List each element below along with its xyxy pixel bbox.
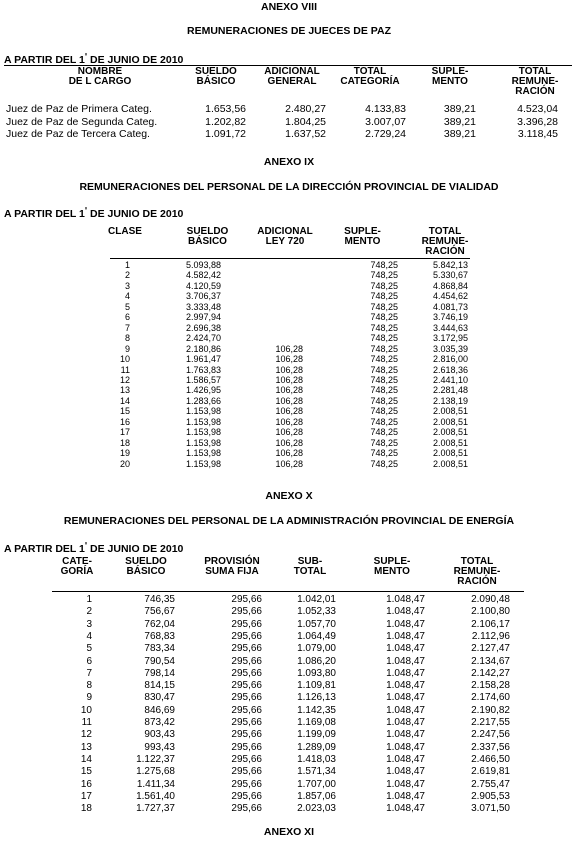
table-cell: 3.035,39 — [432, 343, 468, 354]
anexo-10-header-0: CATE- GORÍA — [60, 556, 94, 577]
table-cell: Juez de Paz de Segunda Categ. — [6, 115, 158, 128]
table-cell: 295,66 — [231, 655, 262, 667]
anexo-ix-title: REMUNERACIONES DEL PERSONAL DE LA DIRECCIÓN PROVINCIAL DE VIALIDAD — [79, 181, 499, 193]
table-cell: 16 — [80, 778, 92, 790]
table-cell: 2.190,82 — [471, 704, 510, 716]
table-cell: 1.048,47 — [386, 704, 425, 716]
table-cell: 20 — [119, 458, 130, 469]
table-cell: 2.142,27 — [471, 667, 510, 679]
table-cell: 6 — [86, 655, 92, 667]
table-cell: 2.816,00 — [432, 354, 468, 365]
table-cell: 5.093,88 — [186, 260, 222, 270]
table-cell: 768,83 — [144, 630, 175, 642]
anexo-9-header-4: TOTAL REMUNE- RACIÓN — [421, 226, 469, 257]
anexo-ix-heading: ANEXO IX — [263, 156, 315, 168]
table-cell: 18 — [119, 437, 130, 448]
anexo-8-header-3: TOTAL CATEGORÍA — [340, 66, 400, 87]
table-cell: 7 — [86, 667, 92, 679]
table-cell: 1.202,82 — [205, 115, 246, 128]
table-cell: 2.729,24 — [365, 128, 406, 140]
table-cell: 5.842,13 — [432, 260, 468, 270]
table-cell: 1.048,47 — [386, 790, 425, 802]
anexo-x-header-rule — [52, 591, 524, 592]
table-cell: 106,28 — [275, 343, 303, 354]
table-cell: 3 — [86, 618, 92, 630]
table-cell: 295,66 — [231, 594, 262, 605]
table-cell: 1.042,01 — [297, 594, 336, 605]
table-cell: 2.100,80 — [471, 606, 510, 618]
table-cell: 1.411,34 — [136, 778, 175, 790]
table-cell: 2.138,19 — [432, 395, 468, 406]
table-cell: 2.008,51 — [432, 416, 468, 427]
table-cell: 1.426,95 — [186, 385, 222, 396]
table-cell: 748,25 — [370, 343, 398, 354]
table-cell: 1.289,09 — [297, 741, 336, 753]
table-cell: 9 — [86, 692, 92, 704]
table-cell: 2.337,56 — [471, 741, 510, 753]
anexo-viii-title: REMUNERACIONES DE JUECES DE PAZ — [186, 25, 391, 37]
table-cell: 16 — [119, 416, 130, 427]
table-cell: 4.120,59 — [186, 280, 222, 291]
table-cell: 15 — [119, 406, 130, 417]
table-cell: 2.008,51 — [432, 458, 468, 469]
anexo-ix-date: A PARTIR DEL $1^º$ DE JUNIO DE 2010 — [4, 208, 184, 220]
table-cell: 106,28 — [275, 364, 303, 375]
table-cell: 12 — [119, 374, 130, 385]
table-cell: Juez de Paz de Tercera Categ. — [6, 128, 150, 140]
table-cell: 1.727,37 — [136, 803, 175, 815]
table-cell: 1.199,09 — [297, 729, 336, 741]
table-cell: 389,21 — [443, 115, 476, 128]
table-cell: 1 — [86, 594, 92, 605]
table-cell: 2.217,55 — [471, 717, 510, 728]
table-cell: 1 — [124, 260, 130, 270]
table-cell: 1.048,47 — [386, 680, 425, 692]
table-cell: 1.048,47 — [386, 717, 425, 728]
table-cell: 1.153,98 — [186, 437, 222, 448]
table-cell: 106,28 — [275, 416, 303, 427]
table-cell: 295,66 — [231, 766, 262, 778]
table-cell: 10 — [119, 354, 130, 365]
table-cell: 15 — [80, 766, 92, 778]
anexo-10-header-2: PROVISIÓN SUMA FIJA — [204, 556, 260, 577]
table-cell: 9 — [124, 343, 130, 354]
table-cell: 295,66 — [231, 717, 262, 728]
anexo-10-header-5: TOTAL REMUNE- RACIÓN — [453, 556, 501, 587]
table-cell: 8 — [124, 333, 130, 344]
table-cell: 3.007,07 — [365, 115, 406, 128]
table-cell: 106,28 — [275, 437, 303, 448]
table-cell: 106,28 — [275, 458, 303, 469]
table-cell: 295,66 — [231, 680, 262, 692]
table-cell: 4.582,42 — [186, 270, 222, 281]
table-cell: 8 — [86, 680, 92, 692]
table-cell: 1.283,66 — [186, 395, 222, 406]
table-cell: 2 — [124, 270, 130, 281]
table-cell: 1.653,56 — [205, 103, 246, 115]
table-cell: 3.444,63 — [432, 322, 468, 333]
anexo-9-header-2: ADICIONAL LEY 720 — [257, 226, 313, 247]
table-cell: 295,66 — [231, 692, 262, 704]
table-cell: 2.619,81 — [471, 766, 510, 778]
anexo-10-header-3: SUB- TOTAL — [293, 556, 327, 577]
table-cell: 790,54 — [144, 655, 175, 667]
table-cell: 748,25 — [370, 427, 398, 438]
table-cell: 295,66 — [231, 790, 262, 802]
anexo-ix-header-rule — [110, 258, 470, 259]
table-cell: 1.153,98 — [186, 406, 222, 417]
table-cell: 1.142,35 — [297, 704, 336, 716]
table-cell: 389,21 — [443, 103, 476, 115]
anexo-10-header-4: SUPLE- MENTO — [373, 556, 411, 577]
table-cell: 1.048,47 — [386, 618, 425, 630]
table-cell: 993,43 — [144, 741, 175, 753]
table-cell: 1.571,34 — [297, 766, 336, 778]
table-cell: 106,28 — [275, 427, 303, 438]
table-cell: 1.057,70 — [297, 618, 336, 630]
table-cell: 11 — [81, 717, 92, 728]
table-cell: 2.008,51 — [432, 427, 468, 438]
table-cell: 7 — [124, 322, 130, 333]
table-cell: 295,66 — [231, 729, 262, 741]
table-cell: 903,43 — [144, 729, 175, 741]
table-cell: 1.048,47 — [386, 766, 425, 778]
table-cell: 13 — [80, 741, 92, 753]
table-cell: 1.109,81 — [297, 680, 336, 692]
table-cell: 748,25 — [370, 437, 398, 448]
table-cell: 2.008,51 — [432, 448, 468, 459]
table-cell: 1.169,08 — [297, 717, 336, 728]
table-cell: 2.090,48 — [471, 594, 510, 605]
table-cell: 3.396,28 — [517, 115, 558, 128]
table-cell: 2.008,51 — [432, 437, 468, 448]
table-cell: 6 — [124, 312, 130, 323]
anexo-9-header-0: CLASE — [108, 226, 142, 237]
table-cell: 1.804,25 — [285, 115, 326, 128]
table-cell: 2.127,47 — [471, 643, 510, 655]
table-cell: 1.048,47 — [386, 643, 425, 655]
table-cell: 1.048,47 — [386, 729, 425, 741]
table-cell: 1.086,20 — [297, 655, 336, 667]
table-cell: 5 — [86, 643, 92, 655]
table-cell: 2.755,47 — [471, 778, 510, 790]
table-cell: 748,25 — [370, 416, 398, 427]
table-cell: 2.174,60 — [471, 692, 510, 704]
table-cell: 3.071,50 — [471, 803, 510, 815]
table-cell: 2.281,48 — [432, 385, 468, 396]
table-cell: 2.112,96 — [471, 630, 510, 642]
table-cell: 1.048,47 — [386, 655, 425, 667]
anexo-viii-date: A PARTIR DEL $1^º$ DE JUNIO DE 2010 — [4, 54, 184, 66]
table-cell: 748,25 — [370, 395, 398, 406]
table-cell: 295,66 — [231, 630, 262, 642]
table-cell: 3.118,45 — [517, 128, 558, 140]
table-cell: 2.158,28 — [471, 680, 510, 692]
table-cell: 1.763,83 — [186, 364, 222, 375]
table-cell: 1.048,47 — [386, 803, 425, 815]
table-cell: 13 — [119, 385, 130, 396]
table-cell: 4.454,62 — [432, 291, 468, 302]
table-cell: 19 — [119, 448, 130, 459]
table-cell: 1.153,98 — [186, 427, 222, 438]
table-cell: 873,42 — [144, 717, 175, 728]
table-cell: 830,47 — [144, 692, 175, 704]
table-cell: 295,66 — [231, 606, 262, 618]
table-cell: 814,15 — [144, 680, 175, 692]
table-cell: 756,67 — [144, 606, 175, 618]
table-cell: 746,35 — [144, 594, 175, 605]
table-cell: 2.997,94 — [186, 312, 222, 323]
table-cell: 1.048,47 — [386, 753, 425, 765]
table-cell: 1.048,47 — [386, 667, 425, 679]
table-cell: 1.122,37 — [136, 753, 175, 765]
table-cell: 1.418,03 — [297, 753, 336, 765]
table-cell: 748,25 — [370, 448, 398, 459]
table-cell: 106,28 — [275, 406, 303, 417]
anexo-x-title: REMUNERACIONES DEL PERSONAL DE LA ADMINISTRACIÓN PROVINCIAL DE ENERGÍA — [63, 515, 515, 527]
table-cell: 748,25 — [370, 322, 398, 333]
anexo-8-header-1: SUELDO BÁSICO — [195, 66, 237, 87]
table-cell: 10 — [80, 704, 92, 716]
anexo-8-header-5: TOTAL REMUNE- RACIÓN — [511, 66, 559, 97]
table-cell: 389,21 — [443, 128, 476, 140]
table-cell: 2.106,17 — [471, 618, 510, 630]
table-cell: 2.023,03 — [297, 803, 336, 815]
table-cell: 1.079,00 — [297, 643, 336, 655]
table-cell: 295,66 — [231, 643, 262, 655]
table-cell: 2.466,50 — [471, 753, 510, 765]
table-cell: 783,34 — [144, 643, 175, 655]
table-cell: 4 — [124, 291, 130, 302]
table-cell: 14 — [80, 753, 92, 765]
table-cell: 2.696,38 — [186, 322, 222, 333]
table-cell: 1.048,47 — [386, 741, 425, 753]
table-cell: 106,28 — [275, 385, 303, 396]
table-cell: 2 — [86, 606, 92, 618]
table-cell: 2.905,53 — [471, 790, 510, 802]
table-cell: 748,25 — [370, 385, 398, 396]
table-cell: Juez de Paz de Primera Categ. — [6, 103, 152, 115]
table-cell: 1.093,80 — [297, 667, 336, 679]
table-cell: 14 — [119, 395, 130, 406]
table-cell: 1.048,47 — [386, 606, 425, 618]
table-cell: 748,25 — [370, 458, 398, 469]
table-cell: 2.180,86 — [186, 343, 222, 354]
anexo-9-header-1: SUELDO BÁSICO — [186, 226, 229, 247]
table-cell: 295,66 — [231, 778, 262, 790]
table-cell: 2.480,27 — [285, 103, 326, 115]
table-cell: 295,66 — [231, 618, 262, 630]
table-cell: 1.961,47 — [186, 354, 222, 365]
table-cell: 2.247,56 — [471, 729, 510, 741]
table-cell: 748,25 — [370, 312, 398, 323]
table-cell: 12 — [80, 729, 92, 741]
table-cell: 295,66 — [231, 753, 262, 765]
anexo-x-heading: ANEXO X — [265, 490, 313, 502]
table-cell: 17 — [119, 427, 130, 438]
table-cell: 3.746,19 — [432, 312, 468, 323]
table-cell: 4.133,83 — [365, 103, 406, 115]
table-cell: 1.857,06 — [297, 790, 336, 802]
table-cell: 1.637,52 — [285, 128, 326, 140]
anexo-8-header-0: NOMBRE DE L CARGO — [68, 66, 132, 87]
table-cell: 1.275,68 — [136, 766, 175, 778]
table-cell: 1.561,40 — [136, 790, 175, 802]
table-cell: 748,25 — [370, 280, 398, 291]
table-cell: 5 — [124, 301, 130, 312]
table-cell: 1.091,72 — [205, 128, 246, 140]
table-cell: 2.424,70 — [186, 333, 222, 344]
table-cell: 2.134,67 — [471, 655, 510, 667]
anexo-10-header-1: SUELDO BÁSICO — [125, 556, 167, 577]
table-cell: 748,25 — [370, 291, 398, 302]
table-cell: 295,66 — [231, 704, 262, 716]
table-cell: 295,66 — [231, 803, 262, 815]
anexo-viii-heading: ANEXO VIII — [260, 1, 317, 13]
table-cell: 1.048,47 — [386, 630, 425, 642]
table-cell: 295,66 — [231, 667, 262, 679]
table-cell: 11 — [120, 364, 130, 375]
table-cell: 106,28 — [275, 395, 303, 406]
table-cell: 106,28 — [275, 374, 303, 385]
table-cell: 4.081,73 — [432, 301, 468, 312]
table-cell: 1.153,98 — [186, 416, 222, 427]
table-cell: 4.868,84 — [432, 280, 468, 291]
anexo-9-header-3: SUPLE- MENTO — [344, 226, 381, 247]
table-cell: 4 — [86, 630, 92, 642]
table-cell: 748,25 — [370, 354, 398, 365]
table-cell: 1.707,00 — [297, 778, 336, 790]
table-cell: 5.330,67 — [432, 270, 468, 281]
table-cell: 3 — [124, 280, 130, 291]
table-cell: 1.586,57 — [186, 374, 222, 385]
table-cell: 2.008,51 — [432, 406, 468, 417]
table-cell: 748,25 — [370, 374, 398, 385]
table-cell: 106,28 — [275, 354, 303, 365]
table-cell: 748,25 — [370, 260, 398, 270]
table-cell: 798,14 — [144, 667, 175, 679]
anexo-x-date: A PARTIR DEL $1^º$ DE JUNIO DE 2010 — [4, 543, 184, 555]
table-cell: 748,25 — [370, 301, 398, 312]
anexo-8-header-2: ADICIONAL GENERAL — [264, 66, 320, 87]
table-cell: 2.618,36 — [432, 364, 468, 375]
table-cell: 762,04 — [144, 618, 175, 630]
table-cell: 4.523,04 — [517, 103, 558, 115]
table-cell: 17 — [80, 790, 92, 802]
table-cell: 1.126,13 — [297, 692, 336, 704]
table-cell: 748,25 — [370, 270, 398, 281]
table-cell: 3.706,37 — [186, 291, 222, 302]
table-cell: 1.153,98 — [186, 458, 222, 469]
table-cell: 846,69 — [144, 704, 175, 716]
table-cell: 1.048,47 — [386, 594, 425, 605]
anexo-8-header-4: SUPLE- MENTO — [431, 66, 469, 87]
table-cell: 3.333,48 — [186, 301, 222, 312]
table-cell: 18 — [80, 803, 92, 815]
table-cell: 3.172,95 — [432, 333, 468, 344]
table-cell: 106,28 — [275, 448, 303, 459]
table-cell: 1.052,33 — [297, 606, 336, 618]
anexo-xi-heading: ANEXO XI — [263, 826, 315, 838]
table-cell: 748,25 — [370, 333, 398, 344]
table-cell: 295,66 — [231, 741, 262, 753]
table-cell: 748,25 — [370, 364, 398, 375]
table-cell: 748,25 — [370, 406, 398, 417]
table-cell: 1.048,47 — [386, 692, 425, 704]
table-cell: 2.441,10 — [432, 374, 468, 385]
table-cell: 1.048,47 — [386, 778, 425, 790]
table-cell: 1.153,98 — [186, 448, 222, 459]
table-cell: 1.064,49 — [297, 630, 336, 642]
